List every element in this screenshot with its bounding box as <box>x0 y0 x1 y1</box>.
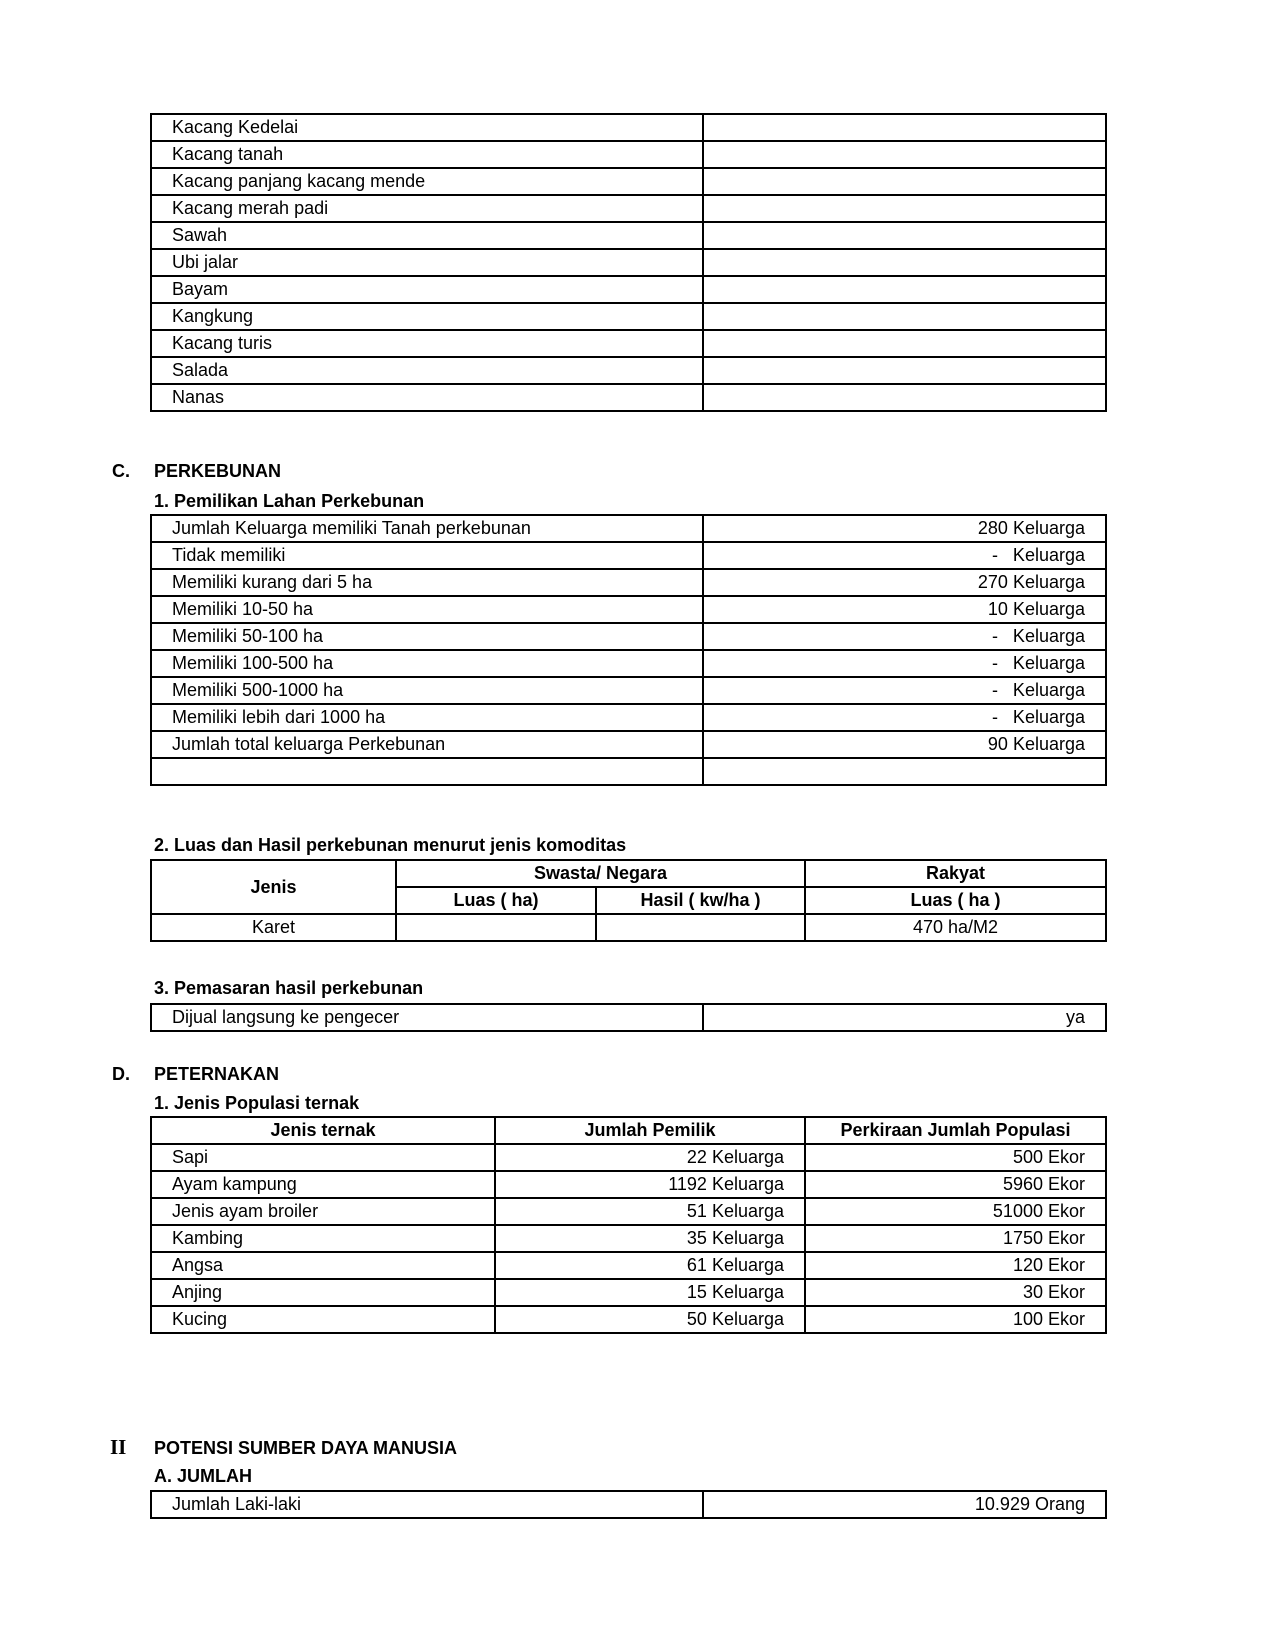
crop-name: Kacang merah padi <box>151 195 703 222</box>
header-populasi: Perkiraan Jumlah Populasi <box>805 1117 1106 1144</box>
table-row <box>151 1306 1106 1333</box>
row-value: 90 Keluarga <box>703 731 1106 758</box>
cell-luas-rakyat: 470 ha/M2 <box>805 914 1106 941</box>
cell-owners: 1192 Keluarga <box>495 1171 805 1198</box>
section-d-title: PETERNAKAN <box>154 1064 280 1084</box>
table-row <box>151 141 1106 168</box>
table-row <box>151 515 1106 542</box>
section-c1-title: 1. Pemilikan Lahan Perkebunan <box>154 491 425 511</box>
cell-animal: Sapi <box>151 1144 495 1171</box>
population-table <box>150 1490 1107 1519</box>
empty-cell <box>151 758 703 785</box>
header-jenis-ternak: Jenis ternak <box>151 1117 495 1144</box>
cell-population: 51000 Ekor <box>805 1198 1106 1225</box>
row-value: ya <box>703 1004 1106 1031</box>
cell-population: 5960 Ekor <box>805 1171 1106 1198</box>
table-row <box>151 303 1106 330</box>
crop-name: Nanas <box>151 384 703 411</box>
section-ii-title: POTENSI SUMBER DAYA MANUSIA <box>154 1438 458 1458</box>
table-row <box>151 249 1106 276</box>
section-d1-title: 1. Jenis Populasi ternak <box>154 1093 360 1113</box>
table-row <box>151 1491 1106 1518</box>
crop-name: Sawah <box>151 222 703 249</box>
cell-owners: 50 Keluarga <box>495 1306 805 1333</box>
table-row <box>151 1004 1106 1031</box>
table-row <box>151 704 1106 731</box>
table-row <box>151 914 1106 941</box>
cell-owners: 61 Keluarga <box>495 1252 805 1279</box>
crop-value <box>703 141 1106 168</box>
row-value: 270 Keluarga <box>703 569 1106 596</box>
cell-population: 30 Ekor <box>805 1279 1106 1306</box>
crop-name: Kangkung <box>151 303 703 330</box>
row-label: Jumlah total keluarga Perkebunan <box>151 731 703 758</box>
crop-value <box>703 276 1106 303</box>
crop-value <box>703 303 1106 330</box>
crop-name: Bayam <box>151 276 703 303</box>
header-jumlah-pemilik: Jumlah Pemilik <box>495 1117 805 1144</box>
empty-row <box>151 758 1106 785</box>
crop-name: Ubi jalar <box>151 249 703 276</box>
crop-value <box>703 384 1106 411</box>
crop-value <box>703 357 1106 384</box>
row-value: 10.929 Orang <box>703 1491 1106 1518</box>
table-row <box>151 1252 1106 1279</box>
table-row <box>151 114 1106 141</box>
header-rakyat: Rakyat <box>805 860 1106 887</box>
table-row <box>151 623 1106 650</box>
table-row <box>151 384 1106 411</box>
crop-value <box>703 114 1106 141</box>
section-c2-title: 2. Luas dan Hasil perkebunan menurut jenis komoditas <box>154 835 627 855</box>
table-row <box>151 276 1106 303</box>
row-value: - Keluarga <box>703 542 1106 569</box>
row-label: Memiliki 50-100 ha <box>151 623 703 650</box>
cell-animal: Anjing <box>151 1279 495 1306</box>
land-ownership-table <box>150 514 1107 786</box>
cell-animal: Kucing <box>151 1306 495 1333</box>
header-luas-rakyat: Luas ( ha ) <box>805 887 1106 914</box>
row-value: - Keluarga <box>703 677 1106 704</box>
table-row <box>151 195 1106 222</box>
commodity-table <box>150 859 1107 942</box>
section-d-letter: D. <box>112 1064 130 1084</box>
crop-name: Kacang Kedelai <box>151 114 703 141</box>
cell-animal: Kambing <box>151 1225 495 1252</box>
table-row <box>151 1171 1106 1198</box>
crop-value <box>703 330 1106 357</box>
row-label: Dijual langsung ke pengecer <box>151 1004 703 1031</box>
table-row <box>151 1279 1106 1306</box>
table-row <box>151 596 1106 623</box>
crop-name: Kacang turis <box>151 330 703 357</box>
row-value: 10 Keluarga <box>703 596 1106 623</box>
cell-hasil <box>596 914 805 941</box>
cell-owners: 15 Keluarga <box>495 1279 805 1306</box>
row-label: Tidak memiliki <box>151 542 703 569</box>
crop-value <box>703 249 1106 276</box>
cell-jenis: Karet <box>151 914 396 941</box>
row-label: Memiliki 10-50 ha <box>151 596 703 623</box>
table-row <box>151 168 1106 195</box>
crop-name: Salada <box>151 357 703 384</box>
row-label: Jumlah Laki-laki <box>151 1491 703 1518</box>
row-value: - Keluarga <box>703 623 1106 650</box>
cell-population: 1750 Ekor <box>805 1225 1106 1252</box>
cell-population: 500 Ekor <box>805 1144 1106 1171</box>
marketing-table <box>150 1003 1107 1032</box>
section-c3-title: 3. Pemasaran hasil perkebunan <box>154 978 424 998</box>
crop-value <box>703 222 1106 249</box>
cell-owners: 51 Keluarga <box>495 1198 805 1225</box>
row-label: Memiliki 100-500 ha <box>151 650 703 677</box>
header-luas: Luas ( ha) <box>396 887 596 914</box>
section-c-letter: C. <box>112 461 130 481</box>
row-value: - Keluarga <box>703 704 1106 731</box>
table-row <box>151 569 1106 596</box>
section-c-title: PERKEBUNAN <box>154 461 282 481</box>
crop-name: Kacang panjang kacang mende <box>151 168 703 195</box>
empty-cell <box>703 758 1106 785</box>
row-label: Memiliki kurang dari 5 ha <box>151 569 703 596</box>
livestock-table <box>150 1116 1107 1334</box>
cell-animal: Angsa <box>151 1252 495 1279</box>
crop-value <box>703 195 1106 222</box>
cell-population: 120 Ekor <box>805 1252 1106 1279</box>
cell-owners: 22 Keluarga <box>495 1144 805 1171</box>
header-jenis: Jenis <box>151 860 396 914</box>
table-row <box>151 542 1106 569</box>
row-value: - Keluarga <box>703 650 1106 677</box>
table-row <box>151 731 1106 758</box>
table-row <box>151 1144 1106 1171</box>
table-row <box>151 650 1106 677</box>
crop-value <box>703 168 1106 195</box>
table-row <box>151 330 1106 357</box>
header-swasta: Swasta/ Negara <box>396 860 805 887</box>
row-label: Jumlah Keluarga memiliki Tanah perkebunan <box>151 515 703 542</box>
table-row <box>151 222 1106 249</box>
section-iia-title: A. JUMLAH <box>154 1466 252 1486</box>
cell-owners: 35 Keluarga <box>495 1225 805 1252</box>
header-hasil: Hasil ( kw/ha ) <box>596 887 805 914</box>
cell-animal: Ayam kampung <box>151 1171 495 1198</box>
cell-population: 100 Ekor <box>805 1306 1106 1333</box>
cell-luas <box>396 914 596 941</box>
crops-table <box>150 113 1107 412</box>
table-row <box>151 677 1106 704</box>
table-row <box>151 357 1106 384</box>
row-value: 280 Keluarga <box>703 515 1106 542</box>
row-label: Memiliki lebih dari 1000 ha <box>151 704 703 731</box>
table-row <box>151 1198 1106 1225</box>
crop-name: Kacang tanah <box>151 141 703 168</box>
row-label: Memiliki 500-1000 ha <box>151 677 703 704</box>
section-ii-numeral: II <box>110 1435 127 1459</box>
table-row <box>151 1225 1106 1252</box>
cell-animal: Jenis ayam broiler <box>151 1198 495 1225</box>
